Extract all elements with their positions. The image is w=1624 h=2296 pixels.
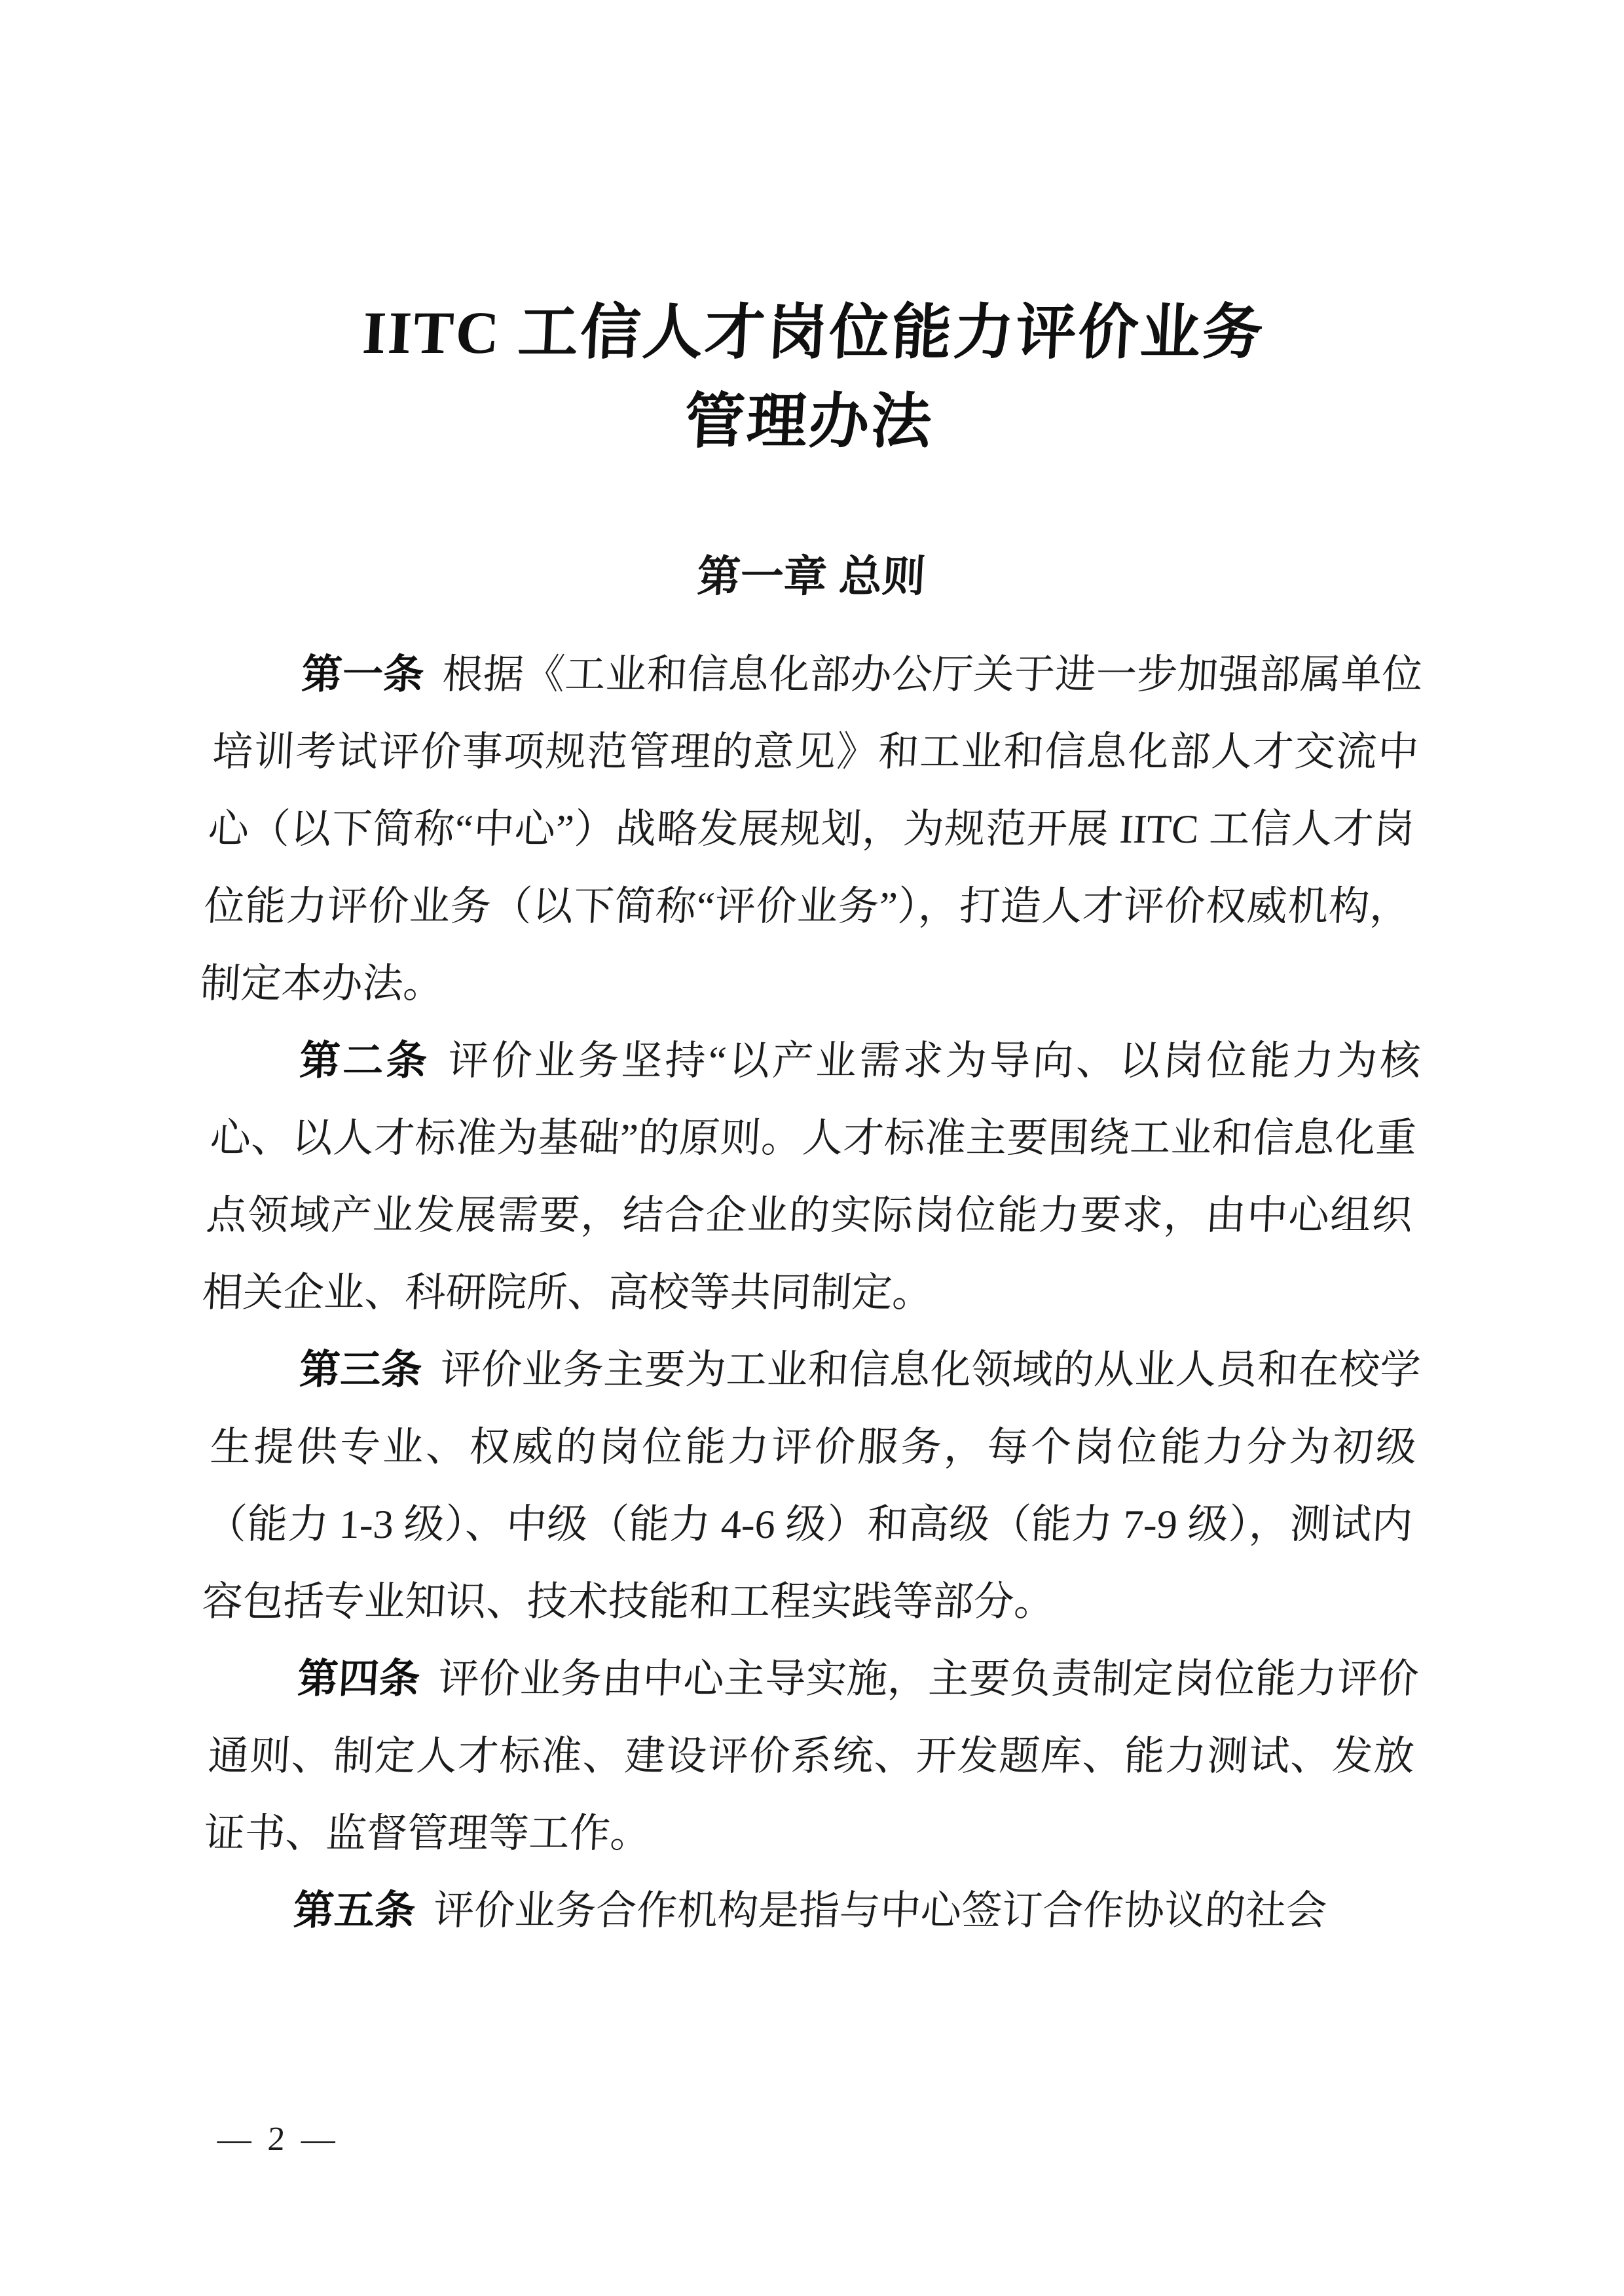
- article-text-5: 评价业务合作机构是指与中心签订合作协议的社会: [432, 1889, 1328, 1933]
- article-number-2: 第二条: [298, 1038, 432, 1084]
- paragraph-article-2: [200, 1023, 1423, 1332]
- article-number-1: 第一条: [300, 652, 426, 697]
- article-number-5: 第五条: [292, 1888, 417, 1933]
- paragraph-article-1: [198, 636, 1425, 1023]
- paragraph-article-3: [200, 1332, 1423, 1641]
- article-text-2: 评价业务坚持“以产业需求为导向、以岗位能力为核心、以人才标准为基础”的原则。人才标准主要围绕工业和信息化重点领域产业发展需要，结合企业的实际岗位能力要求，由中心组织相关企业、科研院所、高校等共同制定。: [200, 1039, 1422, 1315]
- article-number-4: 第四条: [296, 1656, 422, 1702]
- article-text-4: 评价业务由中心主导实施，主要负责制定岗位能力评价通则、制定人才标准、建设评价系统、开发题库、能力测试、发放证书、监督管理等工作。: [203, 1657, 1420, 1856]
- paragraph-article-4: [202, 1641, 1421, 1872]
- article-text-3: 评价业务主要为工业和信息化领域的从业人员和在校学生提供专业、权威的岗位能力评价服务，每个岗位能力分为初级（能力 1-3 级）、中级（能力 4-6 级）和高级（能力 7-9 级），测试内容包括专业知识、技术技能和工程实践等部分。: [200, 1348, 1422, 1624]
- page-number: — 2 —: [216, 2121, 341, 2158]
- document-body: [198, 636, 1424, 1950]
- paragraph-article-5: [206, 1872, 1416, 1950]
- article-text-1: 根据《工业和信息化部办公厅关于进一步加强部属单位培训考试评价事项规范管理的意见》和工业和信息化部人才交流中心（以下简称“中心”）战略发展规划，为规范开展 IITC 工信人才岗位能力评价业务（以下简称“评价业务”），打造人才评价权威机构，制定本办法。: [198, 653, 1424, 1006]
- article-number-3: 第三条: [298, 1347, 424, 1393]
- document-title-line1: IITC 工信人才岗位能力评价业务: [361, 299, 1266, 366]
- document-title: [204, 288, 1419, 466]
- chapter-heading: 第一章 总则: [695, 552, 927, 600]
- document-title-line2: 管理办法: [682, 388, 936, 455]
- document-content: [198, 288, 1424, 1950]
